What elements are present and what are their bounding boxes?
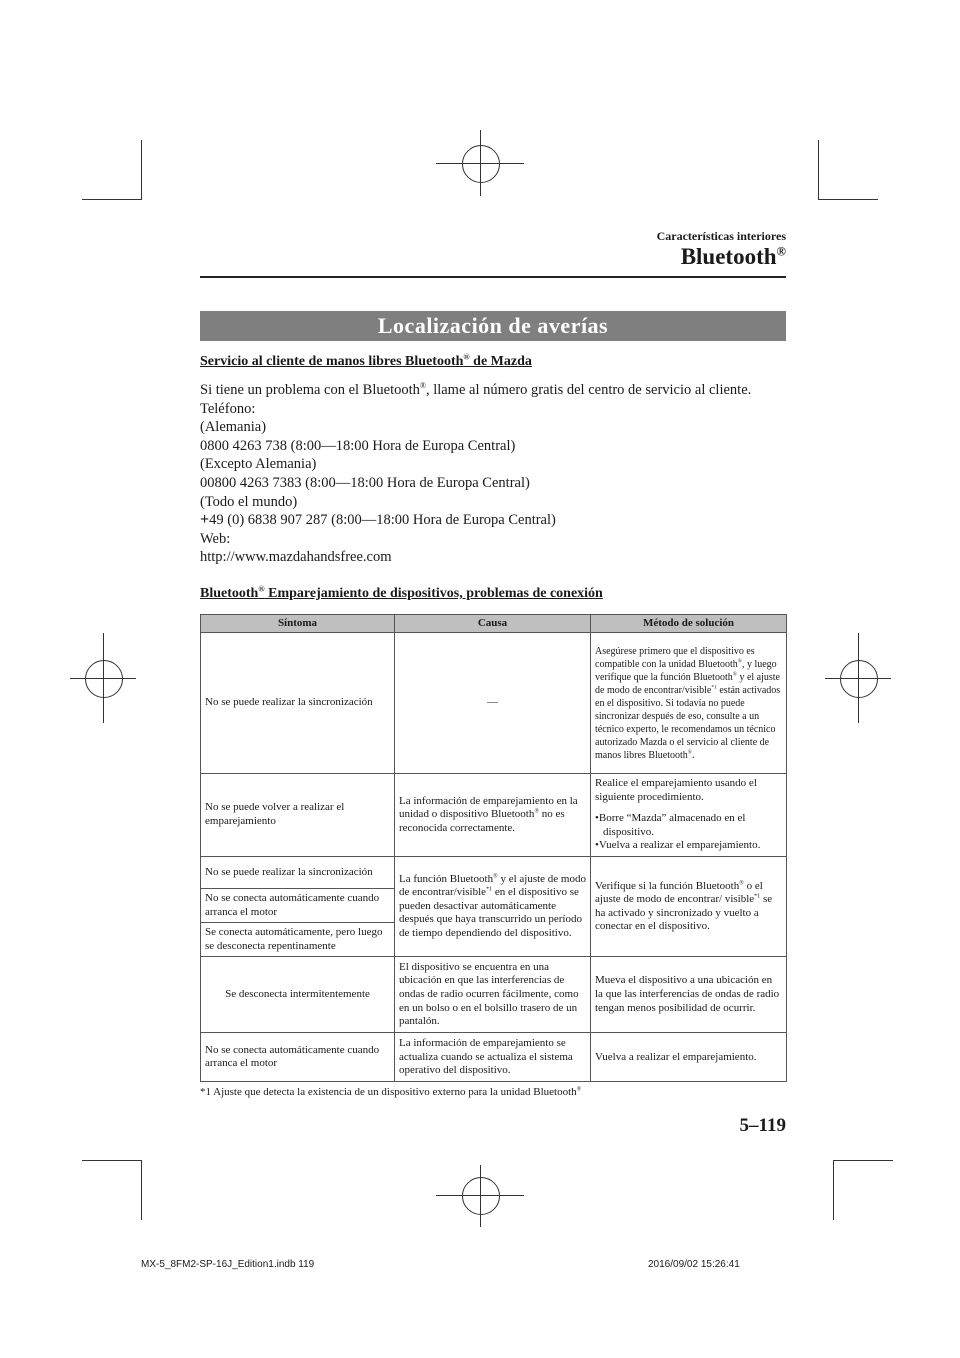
footnote: *1 Ajuste que detecta la existencia de un dispositivo externo para la unidad Bluetooth® (200, 1086, 582, 1098)
table-row (201, 774, 787, 857)
customer-service-heading: Servicio al cliente de manos libres Bluetooth® de Mazda (200, 352, 532, 369)
symptom-cell: Se conecta automáticamente, pero luego se desconecta repentinamente (201, 923, 395, 957)
solution-cell (591, 774, 787, 857)
table-row (201, 1033, 787, 1082)
intro-line: Si tiene un problema con el Bluetooth®, llame al número gratis del centro de servicio al cliente. (200, 381, 752, 398)
solution-cell: Mueva el dispositivo a una ubicación en la que las interferencias de ondas de radio tengan menos posibilidad de ocurrir. (591, 957, 787, 1033)
table-row (201, 957, 787, 1033)
solution-cell: Asegúrese primero que el dispositivo es compatible con la unidad Bluetooth®, y luego verifique que la función Bluetooth® y el ajuste de modo de encontrar/visible$^{*1}$ están activados en el dispositivo. Si todavía no puede sincronizar después de eso, consulte a un técnico experto, le recomendamos un técnico autorizado Mazda o el servicio al cliente de manos libres Bluetooth®. (591, 633, 787, 774)
column-header: Método de solución (591, 615, 787, 633)
print-slug-file: MX-5_8FM2-SP-16J_Edition1.indb 119 (141, 1259, 315, 1270)
symptom-cell: No se puede volver a realizar el emparejamiento (201, 774, 395, 857)
cause-cell: El dispositivo se encuentra en una ubicación en que las interferencias de ondas de radio ocurren fácilmente, como en un bolso o en el bolsillo trasero de un pantalón. (395, 957, 591, 1033)
pairing-problems-heading: Bluetooth® Emparejamiento de dispositivos, problemas de conexión (200, 584, 603, 601)
phone-number: +49 (0) 6838 907 287 (8:00—18:00 Hora de Europa Central) (200, 511, 556, 529)
phone-label: Teléfono: (200, 400, 256, 417)
table-row (201, 857, 787, 889)
symptom-cell: Se desconecta intermitentemente (201, 957, 395, 1033)
cause-cell: La función Bluetooth® y el ajuste de modo de encontrar/visible$^{*1}$ en el dispositivo se pueden desactivar automáticamente después que haya transcurrido un período de tiempo dependiendo del dispositivo. (395, 857, 591, 957)
solution-step: •Borre “Mazda” almacenado en el dispositivo. (595, 812, 746, 838)
section-banner: Localización de averías (200, 311, 786, 341)
page-number: 5–119 (739, 1115, 786, 1136)
solution-step: •Vuelva a realizar el emparejamiento. (595, 839, 761, 852)
header-rule (200, 276, 786, 278)
running-chapter-title: Bluetooth® (680, 244, 786, 269)
web-label: Web: (200, 530, 231, 547)
solution-cell: Vuelva a realizar el emparejamiento. (591, 1033, 787, 1082)
web-url: http://www.mazdahandsfree.com (200, 549, 392, 566)
region-label: (Alemania) (200, 419, 267, 436)
phone-number: 00800 4263 7383 (8:00—18:00 Hora de Europa Central) (200, 474, 530, 491)
region-label: (Todo el mundo) (200, 493, 298, 510)
symptom-cell: No se conecta automáticamente cuando arranca el motor (201, 889, 395, 923)
column-header: Síntoma (201, 615, 395, 633)
phone-number: 0800 4263 738 (8:00—18:00 Hora de Europa Central) (200, 437, 516, 454)
table-header-row (201, 615, 787, 633)
table-row (201, 633, 787, 774)
cause-cell: La información de emparejamiento en la unidad o dispositivo Bluetooth® no es reconocida correctamente. (395, 774, 591, 857)
solution-cell: Verifique si la función Bluetooth® o el ajuste de modo de encontrar/ visible$^{*1}$ se ha activado y sincronizado y vuelto a conectar en el dispositivo. (591, 857, 787, 957)
symptom-cell: No se puede realizar la sincronización (201, 633, 395, 774)
region-label: (Excepto Alemania) (200, 456, 317, 473)
cause-cell: La información de emparejamiento se actualiza cuando se actualiza el sistema operativo del dispositivo. (395, 1033, 591, 1082)
print-slug-date: 2016/09/02 15:26:41 (648, 1259, 740, 1270)
customer-service-body (200, 381, 790, 567)
symptom-cell: No se conecta automáticamente cuando arranca el motor (201, 1033, 395, 1082)
column-header: Causa (395, 615, 591, 633)
solution-intro: Realice el emparejamiento usando el siguiente procedimiento. (595, 777, 757, 803)
cause-cell: — (395, 633, 591, 774)
symptom-cell: No se puede realizar la sincronización (201, 857, 395, 889)
troubleshooting-table (200, 614, 787, 1082)
running-section-title: Características interiores (656, 229, 786, 243)
